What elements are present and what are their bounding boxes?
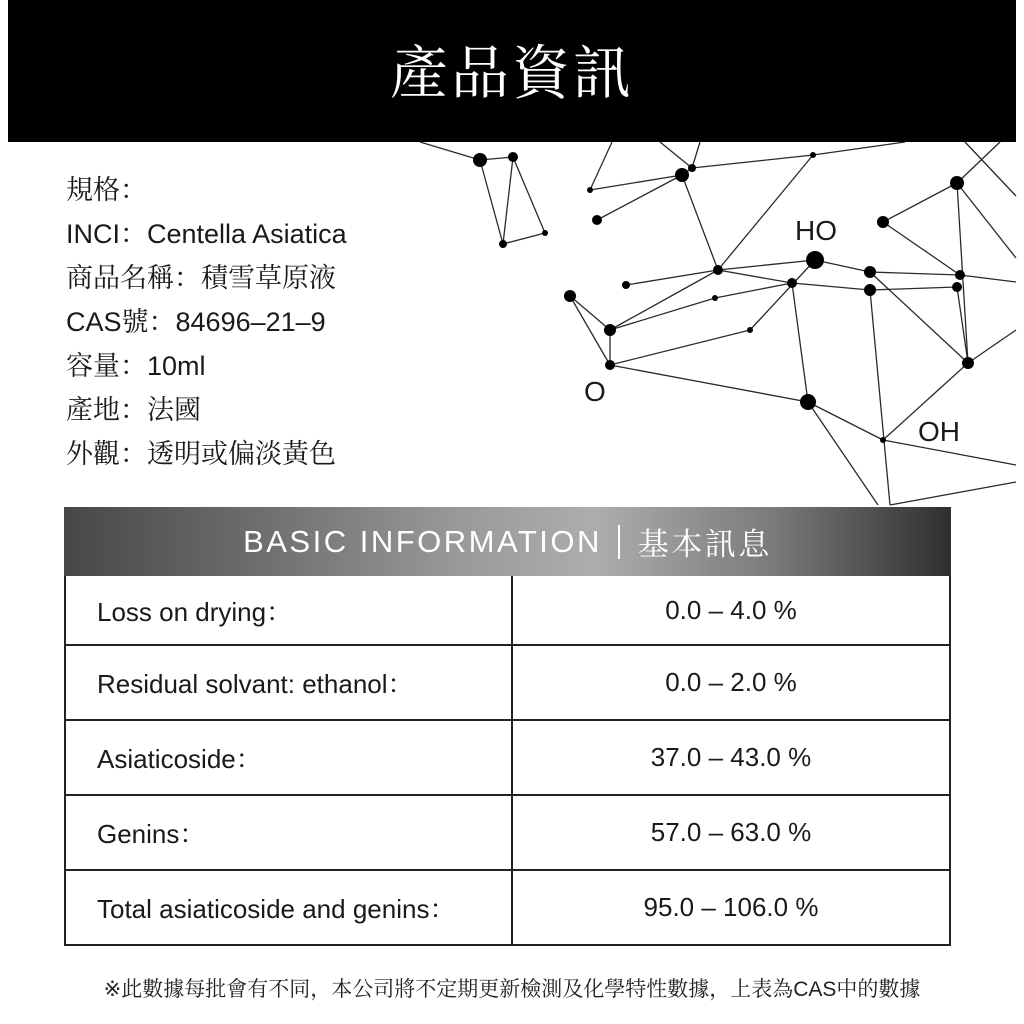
spec-inci: INCI：Centella Asiatica bbox=[66, 219, 347, 249]
bond-line bbox=[965, 142, 1016, 196]
bond-line bbox=[718, 270, 792, 283]
atom-dot bbox=[713, 265, 723, 275]
bond-line bbox=[570, 296, 610, 330]
bond-line bbox=[570, 296, 610, 365]
atom-dot bbox=[508, 152, 518, 162]
atom-dot bbox=[877, 216, 889, 228]
atom-dot bbox=[787, 278, 797, 288]
label-ho: HO bbox=[795, 215, 837, 246]
atom-dots bbox=[473, 152, 974, 443]
row-value: 95.0 – 106.0 % bbox=[511, 871, 949, 944]
bond-line bbox=[718, 260, 815, 270]
atom-dot bbox=[564, 290, 576, 302]
bond-line bbox=[420, 142, 480, 160]
row-value: 57.0 – 63.0 % bbox=[511, 796, 949, 869]
row-value: 37.0 – 43.0 % bbox=[511, 721, 949, 794]
atom-dot bbox=[499, 240, 507, 248]
atom-dot bbox=[605, 360, 615, 370]
atom-dot bbox=[688, 164, 696, 172]
bond-line bbox=[870, 287, 957, 290]
basic-info-table bbox=[64, 507, 951, 946]
row-value: 0.0 – 2.0 % bbox=[511, 646, 949, 719]
bond-lines bbox=[420, 142, 1016, 505]
spec-appearance: 外觀：透明或偏淡黃色 bbox=[66, 439, 336, 469]
bond-line bbox=[808, 402, 883, 440]
label-oh: OH bbox=[918, 416, 960, 447]
atom-dot bbox=[955, 270, 965, 280]
bond-line bbox=[792, 283, 808, 402]
row-label: Loss on drying： bbox=[97, 596, 293, 627]
bond-line bbox=[513, 157, 545, 233]
bond-line bbox=[968, 330, 1016, 363]
bond-line bbox=[610, 365, 808, 402]
bond-line bbox=[870, 272, 960, 275]
atom-dot bbox=[747, 327, 753, 333]
bond-line bbox=[792, 283, 870, 290]
table-row bbox=[66, 576, 949, 646]
bond-line bbox=[610, 298, 715, 330]
atom-dot bbox=[622, 281, 630, 289]
bond-line bbox=[883, 222, 960, 275]
table-row bbox=[66, 871, 949, 944]
spec-product-name: 商品名稱：積雪草原液 bbox=[66, 263, 336, 293]
bond-line bbox=[660, 142, 692, 168]
row-label: Genins： bbox=[97, 819, 206, 849]
bond-line bbox=[883, 183, 957, 222]
atom-dot bbox=[542, 230, 548, 236]
atom-dot bbox=[952, 282, 962, 292]
page-title: 產品資訊 bbox=[389, 41, 634, 106]
table-body bbox=[64, 576, 951, 946]
row-label: Asiaticoside： bbox=[97, 744, 262, 774]
footnote: ※此數據每批會有不同，本公司將不定期更新檢測及化學特性數據，上表為CAS中的數據 bbox=[103, 978, 921, 1001]
bond-line bbox=[808, 402, 878, 505]
atom-dot bbox=[950, 176, 964, 190]
atom-dot bbox=[473, 153, 487, 167]
atom-dot bbox=[587, 187, 593, 193]
atom-dot bbox=[806, 251, 824, 269]
atom-dot bbox=[800, 394, 816, 410]
bond-line bbox=[957, 183, 1016, 258]
atom-dot bbox=[675, 168, 689, 182]
row-value: 0.0 – 4.0 % bbox=[511, 576, 949, 644]
table-row bbox=[66, 796, 949, 871]
atom-dot bbox=[810, 152, 816, 158]
spec-cas-number: CAS號：84696–21–9 bbox=[66, 307, 326, 337]
bond-line bbox=[692, 142, 700, 168]
atom-dot bbox=[604, 324, 616, 336]
table-row bbox=[66, 646, 949, 721]
page-header bbox=[8, 0, 1016, 142]
row-label: Residual solvant: ethanol： bbox=[97, 669, 414, 699]
atom-dot bbox=[592, 215, 602, 225]
bond-line bbox=[750, 260, 815, 330]
title-divider bbox=[618, 525, 620, 559]
atom-dot bbox=[712, 295, 718, 301]
label-o: O bbox=[584, 376, 606, 407]
row-label: Total asiaticoside and genins： bbox=[97, 894, 456, 924]
bond-line bbox=[718, 155, 813, 270]
table-title-en: BASIC INFORMATION bbox=[243, 523, 602, 559]
bond-line bbox=[692, 155, 813, 168]
atom-dot bbox=[864, 284, 876, 296]
bond-line bbox=[503, 233, 545, 244]
bond-line bbox=[957, 287, 968, 363]
bond-line bbox=[480, 160, 503, 244]
atom-dot bbox=[880, 437, 886, 443]
atom-dot bbox=[864, 266, 876, 278]
bond-line bbox=[890, 482, 1016, 505]
atom-dot bbox=[962, 357, 974, 369]
bond-line bbox=[870, 290, 890, 505]
spec-origin: 產地：法國 bbox=[66, 395, 201, 425]
bond-line bbox=[503, 157, 513, 244]
bond-line bbox=[813, 142, 905, 155]
bond-line bbox=[590, 142, 612, 190]
spec-heading: 規格： bbox=[66, 175, 147, 205]
spec-volume: 容量：10ml bbox=[66, 351, 206, 381]
bond-line bbox=[682, 175, 718, 270]
bond-line bbox=[957, 142, 1000, 183]
table-row bbox=[66, 721, 949, 796]
bond-line bbox=[960, 275, 1016, 282]
table-header bbox=[64, 507, 951, 576]
bond-line bbox=[610, 330, 750, 365]
table-title-zh: 基本訊息 bbox=[637, 527, 772, 562]
spec-list bbox=[66, 168, 347, 476]
bond-line bbox=[715, 283, 792, 298]
